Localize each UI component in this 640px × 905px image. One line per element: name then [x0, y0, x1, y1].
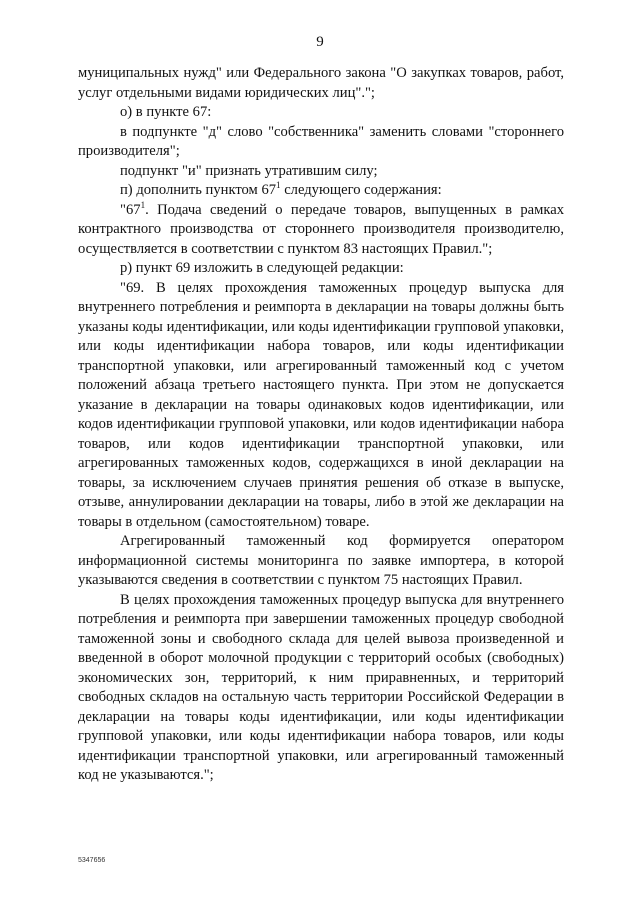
paragraph-5 — [78, 181, 564, 201]
paragraph-5-pre: п) дополнить пунктом 67 — [120, 182, 277, 198]
paragraph-1: муниципальных нужд" или Федерального закона "О закупках товаров, работ, услуг отдельными видами юридических лиц"."; — [78, 65, 564, 101]
paragraph-8: "69. В целях прохождения таможенных процедур выпуска для внутреннего потребления и реимпорта в декларации на товары должны быть указаны коды идентификации, или коды идентификации групповой упаковки, или коды идентификации набора товаров, или коды идентификации транспортной упаковки, или агрегированный таможенный код с учетом положений абзаца третьего настоящего пункта. При этом не допускается указание в декларации на товары одинаковых кодов идентификации, или кодов идентификации групповой упаковки, или кодов идентификации набора товаров, или кодов идентификации транспортной упаковки, или агрегированных таможенных кодов, содержащихся в иной декларации на товары, за исключением случаев принятия решения об отказе в выпуске, отзыве, аннулировании декларации на товары, либо в этой же декларации на товары в отдельном (самостоятельном) товаре. — [78, 279, 564, 530]
paragraph-3: в подпункте "д" слово "собственника" заменить словами "стороннего производителя"; — [78, 123, 564, 159]
paragraph-10: В целях прохождения таможенных процедур выпуска для внутреннего потребления и реимпорта при завершении таможенных процедур свободной таможенной зоны и свободного склада для целей вывоза произведенной и введенной в оборот молочной продукции с территорий особых (свободных) экономических зон, территорий, к ним приравненных, и территорий свободных складов на остальную часть территории Российской Федерации в декларации на товары коды идентификации, или коды идентификации групповой упаковки, или коды идентификации набора товаров, или коды идентификации транспортной упаковки, или агрегированный таможенный код не указываются."; — [78, 591, 564, 783]
paragraph-7: р) пункт 69 изложить в следующей редакции: — [120, 260, 404, 276]
document-code: 5347656 — [78, 857, 106, 864]
paragraph-6-pre: "67 — [120, 201, 141, 218]
paragraph-4: подпункт "и" признать утратившим силу; — [120, 162, 378, 179]
paragraph-6-post: . Подача сведений о передаче товаров, выпущенных в рамках контрактного производства от стороннего производителя производителю, осуществляется в соответствии с пунктом 83 настоящих Правил."; — [78, 201, 564, 257]
paragraph-5-post: следующего содержания: — [280, 182, 442, 198]
paragraph-6 — [78, 201, 564, 260]
page-number: 9 — [316, 34, 324, 50]
paragraph-9: Агрегированный таможенный код формируется оператором информационной системы мониторинга по заявке импортера, в которой указываются сведения в соответствии с пунктом 75 настоящих Правил. — [78, 533, 564, 588]
paragraph-2: о) в пункте 67: — [120, 104, 212, 120]
paragraph-5-sup: 1 — [276, 180, 281, 190]
document-body — [78, 64, 564, 786]
paragraph-6-sup: 1 — [140, 199, 146, 210]
